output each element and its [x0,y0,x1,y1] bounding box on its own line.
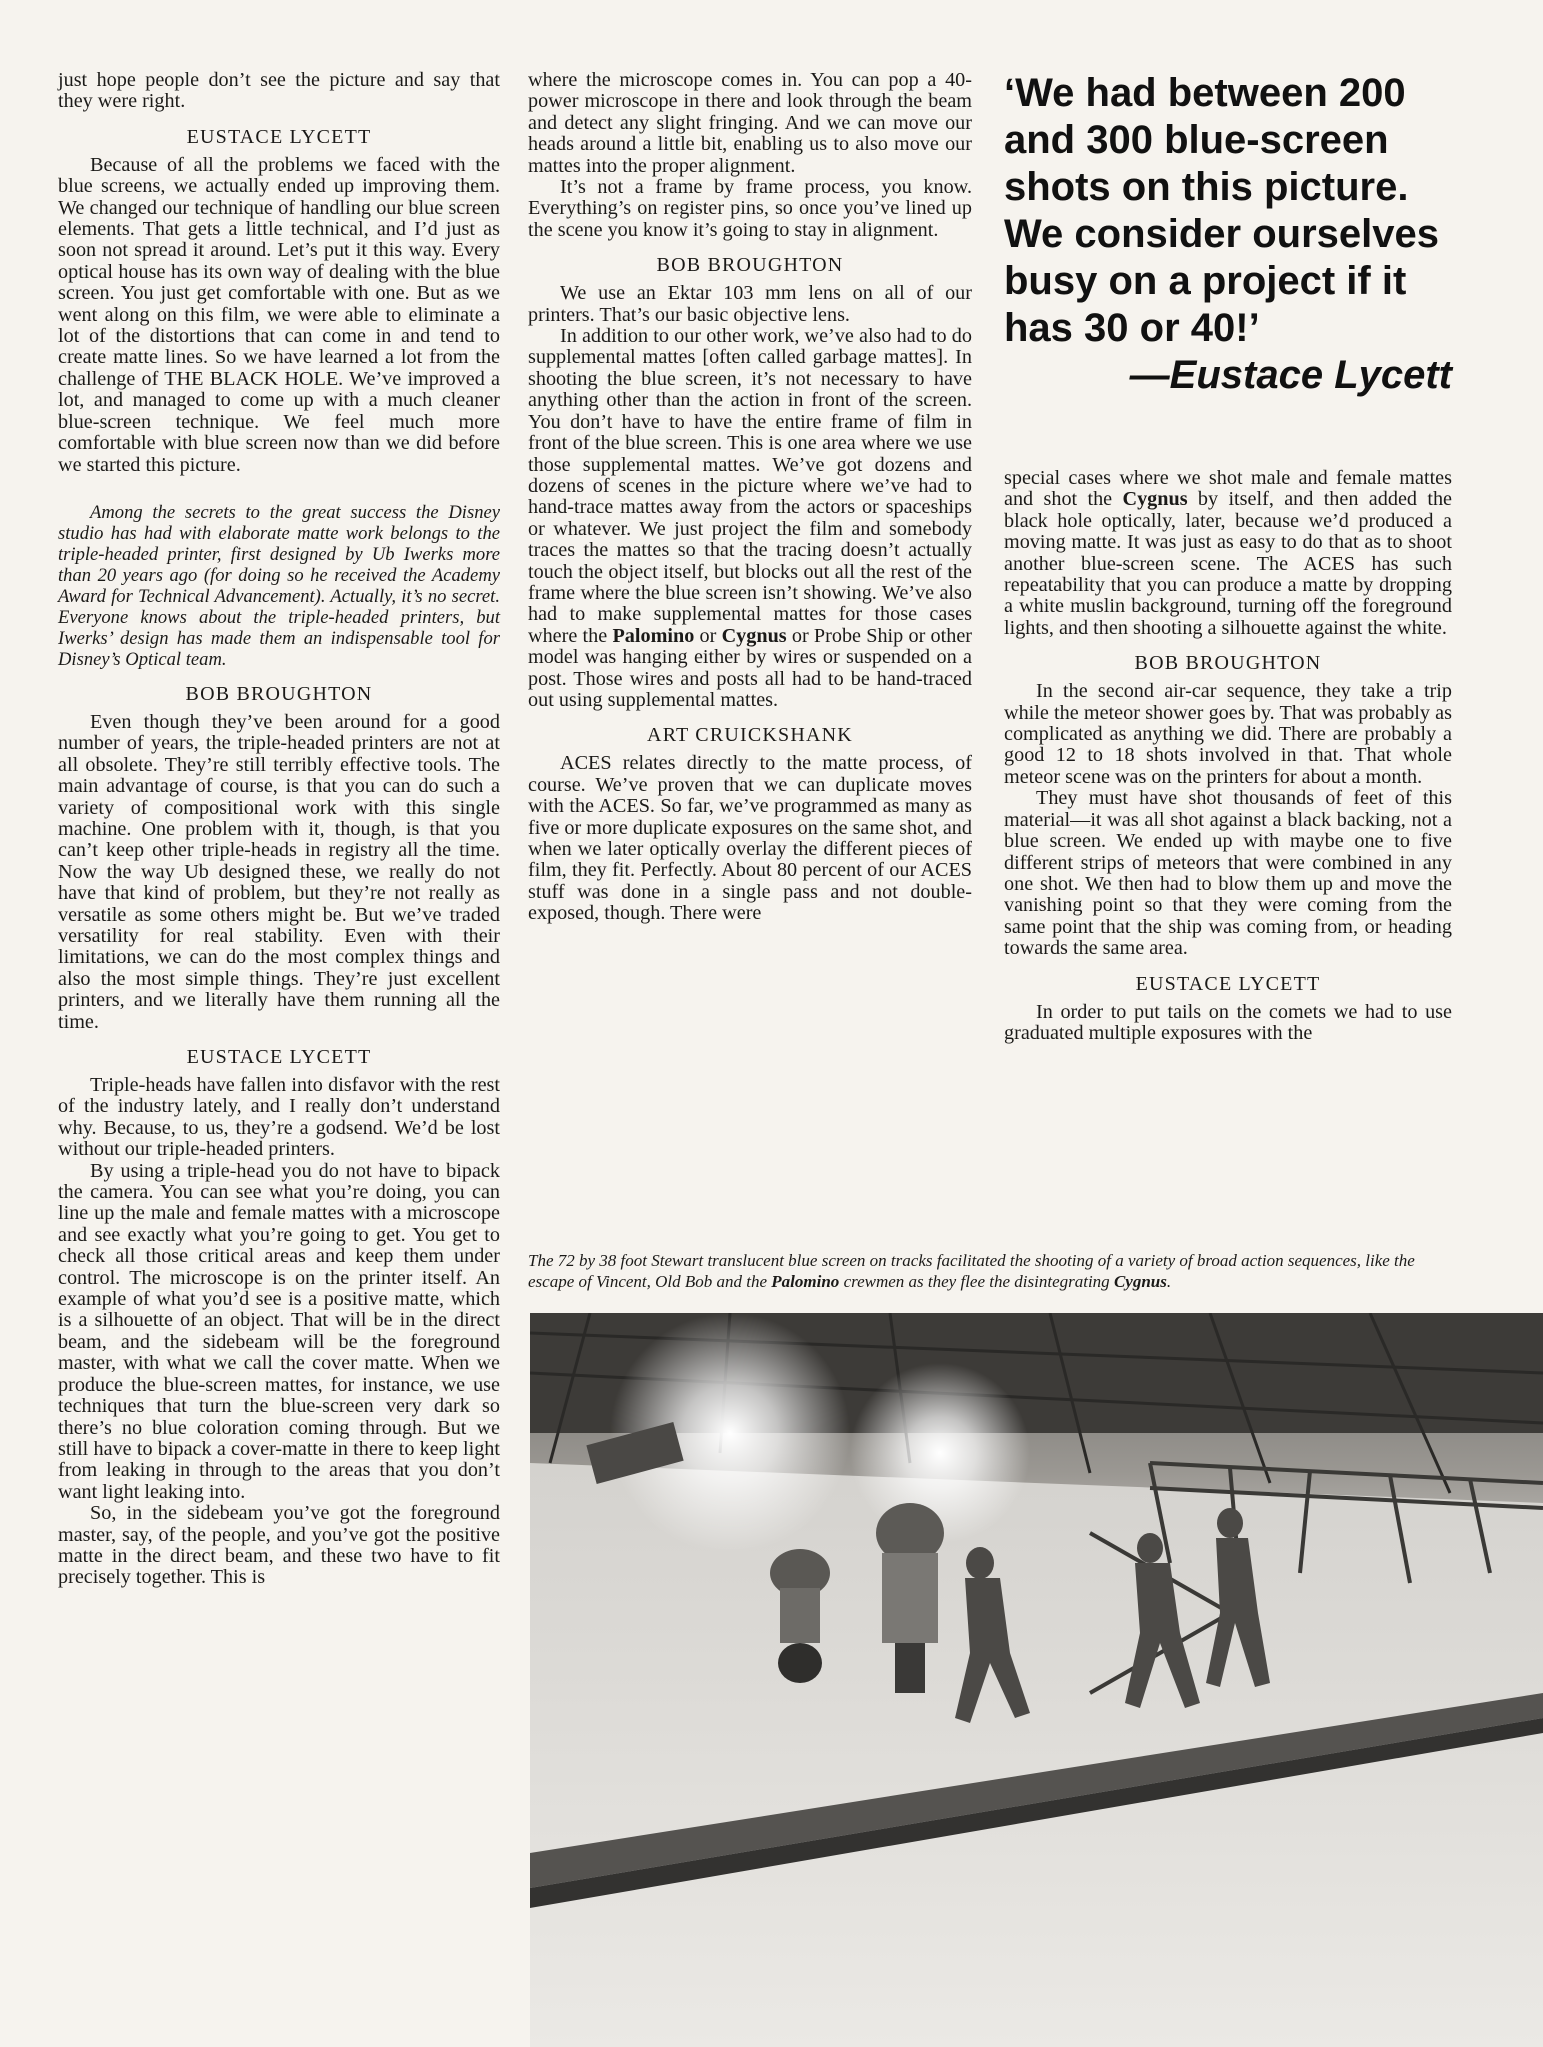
photo-illustration [530,1313,1543,2047]
stage-light-glow [850,1363,1030,1543]
speaker-heading: EUSTACE LYCETT [186,1046,372,1068]
text-run: by itself, and then added the black hole optically, later, because we’d produced a moving matte. It was just as easy to do that as to shoot another blue-screen scene. The ACES has such repeatability that you can produce a matte by dropping a white muslin background, turning off the foreground lights, and then shooting a silhouette against the white. [1004,488,1452,639]
body-paragraph: So, in the sidebeam you’ve got the foreground master, say, of the people, and you’ve got the positive matte in the direct beam, and these two have to fit precisely together. This is [58,1502,500,1589]
ship-name: Palomino [612,624,695,647]
caption-text: crewmen as they flee the disintegrating [839,1272,1114,1291]
article-column-3 [1004,468,1452,1044]
speaker-heading: EUSTACE LYCETT [186,125,372,148]
body-paragraph: where the microscope comes in. You can pop a 40-power microscope in there and look through the beam and detect any slight fringing. And we can move our heads around a little bit, enabling us to also move our mattes into the proper alignment. [528,69,972,177]
ship-name: Palomino [771,1272,840,1291]
text-run: or [694,624,722,647]
photo-caption [528,1250,1460,1292]
body-paragraph [528,326,972,711]
body-paragraph: In order to put tails on the comets we had to use graduated multiple exposures with the [1004,1000,1452,1044]
body-paragraph: They must have shot thousands of feet of this material—it was all shot against a black backing, not a blue screen. We ended up with maybe one to five different strips of meteors that were combined in any one shot. We then had to blow them up and move the vanishing point so that they were coming from the same point that the ship was coming from, or heading towards the same area. [1004,787,1452,960]
text-run: In addition to our other work, we’ve also had to do supplemental mattes [often called garbage mattes]. In shooting the blue screen, it’s not necessary to have anything other than the action in front of the screen. You don’t have to have the entire frame of film in front of the blue screen. This is one area where we use those supplemental mattes. We’ve got dozens and dozens of scenes in the picture where we’ve had to hand-trace mattes away from the actors or spaceships or whatever. We just project the film and somebody traces the mattes so that the tracing doesn’t actually touch the object itself, but blocks out all the rest of the frame where the blue screen isn’t showing. We’ve also had to make supplemental mattes for those cases where the [528,325,972,647]
text-run: special cases where we shot male and female mattes and shot the [1004,467,1452,511]
ship-name: Cygnus [1122,488,1188,511]
article-column-2 [528,70,972,925]
pull-quote [1004,70,1474,399]
speaker-heading: BOB BROUGHTON [656,254,844,277]
caption-text: . [1166,1272,1172,1291]
body-paragraph: Because of all the problems we faced with the blue screens, we actually ended up improving them. We changed our technique of handling our blue screen elements. That gets a little technical, and I’d just as soon not spread it around. Let’s put it this way. Every optical house has its own way of dealing with the blue screen. You just get comfortable with one. But as we went along on this film, we were able to eliminate a lot of the distortions that can come in and tend to create matte lines. So we have learned a lot from the challenge of THE BLACK HOLE. We’ve improved a lot, and managed to come up with a much cleaner blue-screen technique. We feel much more comfortable with blue screen now than we did before we started this picture. [58,153,500,476]
ship-name: Cygnus [1113,1272,1167,1291]
body-paragraph: just hope people don’t see the picture and say that they were right. [58,69,500,113]
speaker-heading: BOB BROUGHTON [185,682,373,705]
body-paragraph: ACES relates directly to the matte process, of course. We’ve proven that we can duplicate moves with the ACES. So far, we’ve programmed as many as five or more duplicate exposures on the same shot, and when we later optically overlay the different pieces of film, they fit. Perfectly. About 80 percent of our ACES stuff was done in a single pass and not double-exposed, though. There were [528,752,972,925]
body-paragraph: We use an Ektar 103 mm lens on all of our printers. That’s our basic objective lens. [528,282,972,326]
text-run: or Probe Ship or other model was hanging either by wires or suspended on a post. Those wires and posts all had to be hand-traced out using supplemental mattes. [528,624,973,711]
caption-text: The 72 by 38 foot Stewart translucent blue screen on tracks facilitated the shooting of a variety of broad action sequences, like the escape of Vincent, Old Bob and the [528,1251,1415,1291]
body-paragraph: Triple-heads have fallen into disfavor with the rest of the industry lately, and I really don’t understand why. Because, to us, they’re a godsend. We’d be lost without our triple-headed printers. [58,1074,500,1161]
body-paragraph: In the second air-car sequence, they take a trip while the meteor shower goes by. That was probably as complicated as anything we did. There are probably a good 12 to 18 shots involved in that. That whole meteor scene was on the printers for about a month. [1004,680,1452,788]
body-paragraph: Even though they’ve been around for a good number of years, the triple-headed printers are not at all obsolete. They’re still terribly effective tools. The main advantage of course, is that you can do such a variety of compositional work with this single machine. One problem with it, though, is that you can’t keep other triple-heads in registry all the time. Now the way Ub designed these, we really do not have that kind of problem, but they’re not really as versatile as some others might be. But we’ve traded versatility for real stability. Even with their limitations, we can do the most complex things and also the most simple things. They’re just excellent printers, and we literally have them running all the time. [58,710,500,1033]
article-column-1 [58,70,500,1589]
blue-screen-stage-photo [530,1313,1543,2047]
pull-quote-text: ‘We had between 200 and 300 blue-screen shots on this picture. We consider ourselves busy on a project if it has 30 or 40!’ [1004,71,1439,350]
body-paragraph: It’s not a frame by frame process, you know. Everything’s on register pins, so once you’ve lined up the scene you know it’s going to stay in alignment. [528,176,972,241]
speaker-heading: BOB BROUGHTON [1134,652,1322,675]
pull-quote-attribution: —Eustace Lycett [1129,353,1452,397]
ship-name: Cygnus [721,624,787,647]
body-paragraph [1004,468,1452,639]
editorial-aside: Among the secrets to the great success the Disney studio has had with elaborate matte work belongs to the triple-headed printer, first designed by Ub Iwerks more than 20 years ago (for doing so he received the Academy Award for Technical Advancement). Actually, it’s no secret. Everyone knows about the triple-headed printers, but Iwerks’ design has made them an indispensable tool for Disney’s Optical team. [58,501,500,670]
speaker-heading: EUSTACE LYCETT [1135,972,1321,995]
body-paragraph: By using a triple-head you do not have to bipack the camera. You can see what you’re doing, you can line up the male and female mattes with a microscope and see exactly what you’re going to get. You get to check all those critical areas and keep them under control. The microscope is on the printer itself. An example of what you’d see is a positive matte, which is a silhouette of an object. That will be in the direct beam, and the sidebeam will be the foreground master, with what we call the cover matte. When we produce the blue-screen mattes, for instance, we use techniques that turn the blue-screen very dark so there’s no blue coloration coming through. But we still have to bipack a cover-matte in there to keep light from leaking in through to the areas that you don’t want light leaking into. [58,1159,500,1503]
speaker-heading: ART CRUICKSHANK [647,724,853,747]
